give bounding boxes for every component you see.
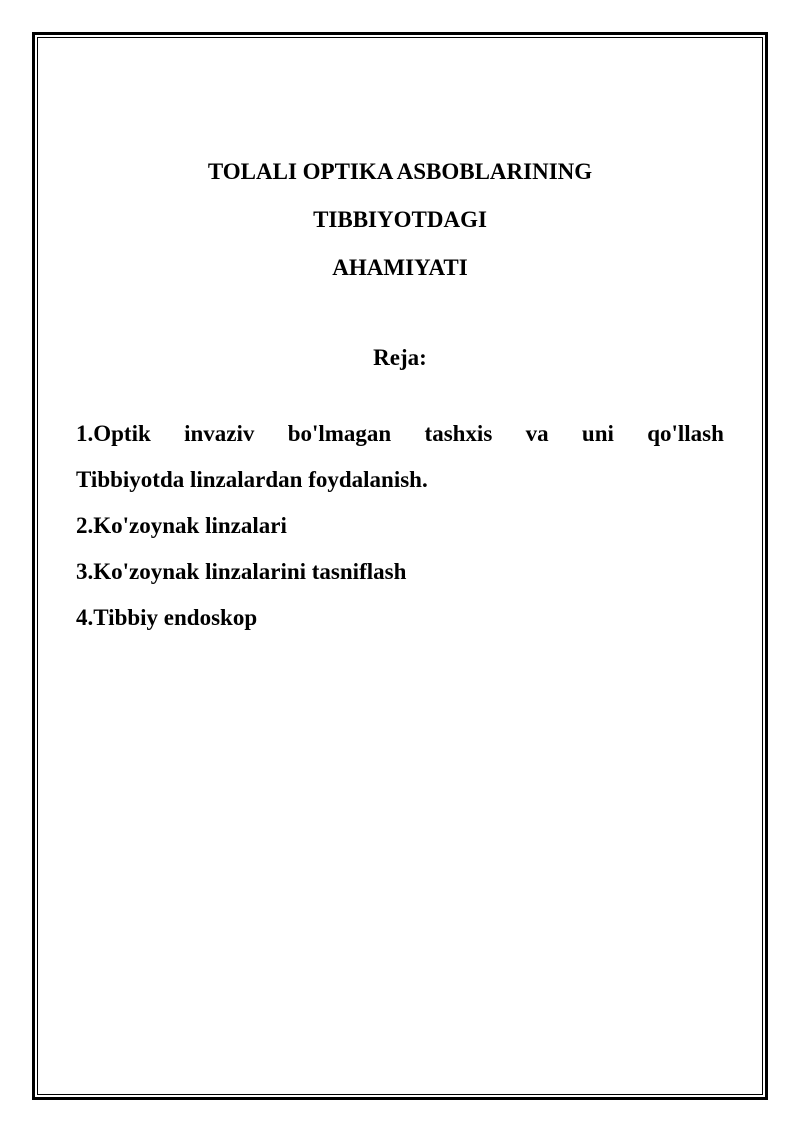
title-line-2: TIBBIYOTDAGI [313,207,487,232]
plan-item-1-word: tashxis [424,421,493,446]
plan-item-1-word: bo'lmagan [287,421,392,446]
plan-item-1-word: qo'llash [647,421,724,446]
plan-item-1-word: va [525,421,549,446]
title-line-3: AHAMIYATI [332,255,468,280]
plan-item-1-line-2: Tibbiyotda linzalardan foydalanish. [76,467,428,492]
plan-item-1-word: 1.Optik [76,421,151,446]
plan-item-4: 4.Tibbiy endoskop [76,605,258,630]
plan-heading: Reja: [373,345,427,370]
title-line-1: TOLALI OPTIKA ASBOBLARINING [207,159,593,184]
plan-item-2: 2.Ko'zoynak linzalari [76,513,287,538]
plan-item-3: 3.Ko'zoynak linzalarini tasniflash [76,559,407,584]
plan-item-1-word: invaziv [184,421,255,446]
plan-item-1-line-1 [76,422,724,445]
plan-item-1-word: uni [581,421,614,446]
